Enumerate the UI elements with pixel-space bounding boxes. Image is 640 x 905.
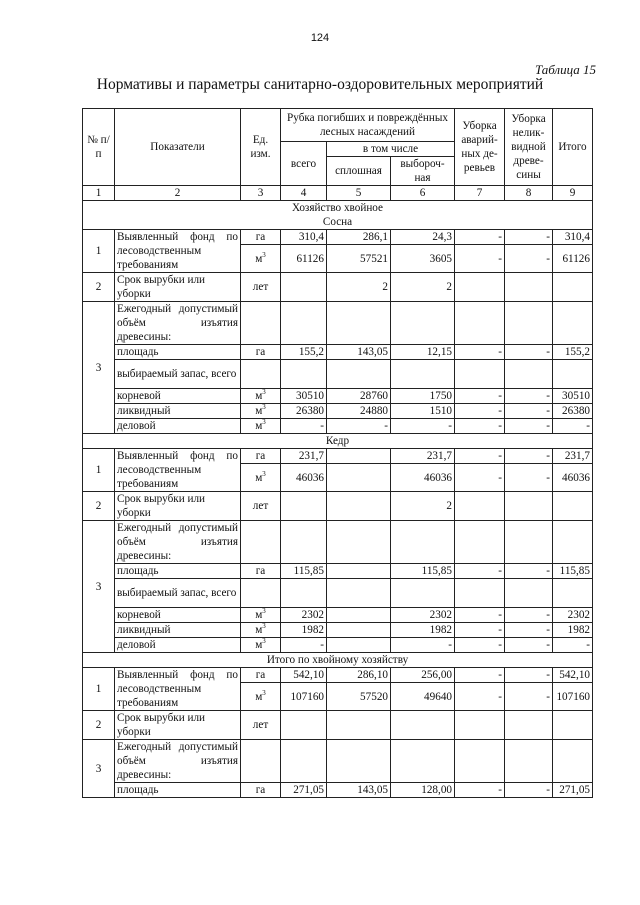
table-label: Таблица 15 [534,62,596,77]
value-cell: 2302 [391,608,455,623]
label-allowed-volume: Ежегодный допустимый объём изъятия древесины: [115,740,241,783]
label-area: площадь [115,564,241,579]
value-cell [327,623,391,638]
value-cell [281,492,327,521]
table-title: Нормативы и параметры санитарно-оздоровительных мероприятий [96,76,544,93]
value-cell: 310,4 [281,230,327,245]
value-cell: - [505,230,553,245]
value-cell: - [455,638,505,653]
label-term: Срок вырубки или уборки [115,711,241,740]
value-cell: 24880 [327,404,391,419]
row-number: 3 [83,740,115,798]
value-cell [455,492,505,521]
value-cell: 155,2 [553,345,593,360]
section-row [83,434,593,449]
value-cell: 1510 [391,404,455,419]
value-cell: 57521 [327,245,391,273]
value-cell: 542,10 [281,668,327,683]
value-cell: 1982 [281,623,327,638]
table-row [83,638,593,653]
unit-cell: $м^3$ [241,389,281,404]
value-cell: 286,1 [327,230,391,245]
table-row [83,302,593,345]
unit-cell: $м^3$ [241,638,281,653]
value-cell: 2 [327,273,391,302]
section-row [83,201,593,230]
label-allowed-volume: Ежегодный допустимый объём изъятия древесины: [115,302,241,345]
label-root: корневой [115,608,241,623]
column-number: 9 [553,186,593,201]
column-number: 8 [505,186,553,201]
unit-cell: га [241,564,281,579]
label-allowed-volume: Ежегодный допустимый объём изъятия древесины: [115,521,241,564]
value-cell: - [455,608,505,623]
value-cell [505,273,553,302]
value-cell: 46036 [553,464,593,492]
value-cell: 12,15 [391,345,455,360]
page-number: 124 [310,32,330,44]
value-cell: - [391,419,455,434]
row-number: 2 [83,492,115,521]
column-number: 3 [241,186,281,201]
table-row [83,579,593,608]
value-cell: - [505,389,553,404]
label-area: площадь [115,345,241,360]
value-cell [553,273,593,302]
unit-cell: $м^3$ [241,404,281,419]
row-number: 2 [83,273,115,302]
value-cell: 61126 [553,245,593,273]
header-total: Итого [553,109,593,186]
header-including: в том числе [327,142,455,157]
table-row [83,273,593,302]
label-business: деловой [115,419,241,434]
value-cell: 128,00 [391,783,455,798]
value-cell: - [455,419,505,434]
row-number: 1 [83,230,115,273]
column-number: 1 [83,186,115,201]
header-felling: Рубка погибших и повреждённых лесных насаждений [281,109,455,142]
table-row [83,419,593,434]
value-cell [327,464,391,492]
label-liquid: ликвидный [115,623,241,638]
value-cell: 2302 [281,608,327,623]
norms-table [82,108,593,798]
value-cell: - [281,638,327,653]
column-number: 5 [327,186,391,201]
table-row [83,360,593,389]
table-row [83,740,593,783]
value-cell: - [505,668,553,683]
value-cell: - [505,638,553,653]
value-cell: 57520 [327,683,391,711]
value-cell [327,449,391,464]
value-cell: - [455,623,505,638]
value-cell: 155,2 [281,345,327,360]
table-row [83,521,593,564]
value-cell: 107160 [553,683,593,711]
value-cell: 231,7 [391,449,455,464]
value-cell: - [455,345,505,360]
label-term: Срок вырубки или уборки [115,492,241,521]
value-cell: 115,85 [391,564,455,579]
label-root: корневой [115,389,241,404]
value-cell: - [505,245,553,273]
value-cell: - [505,449,553,464]
value-cell: 49640 [391,683,455,711]
header-solid: сплошная [327,157,391,186]
value-cell: - [553,638,593,653]
label-found-fund: Выявленный фонд по лесоводственным требованиям [115,230,241,273]
label-found-fund: Выявленный фонд по лесоводственным требованиям [115,668,241,711]
section-total: Итого по хвойному хозяйству [83,653,593,668]
value-cell: - [505,345,553,360]
value-cell: 286,10 [327,668,391,683]
unit-cell: $м^3$ [241,419,281,434]
value-cell: - [455,230,505,245]
value-cell: 143,05 [327,345,391,360]
header-unit: Ед. изм. [241,109,281,186]
column-numbers-row [83,186,593,201]
value-cell [455,273,505,302]
value-cell: - [281,419,327,434]
value-cell: 107160 [281,683,327,711]
value-cell [505,492,553,521]
section-row [83,653,593,668]
value-cell: 1982 [553,623,593,638]
unit-cell: лет [241,273,281,302]
table-row [83,389,593,404]
value-cell: 115,85 [553,564,593,579]
value-cell: - [455,783,505,798]
table-row [83,404,593,419]
unit-cell: $м^3$ [241,464,281,492]
unit-cell: га [241,449,281,464]
value-cell: 24,3 [391,230,455,245]
value-cell: 231,7 [281,449,327,464]
table-row [83,623,593,638]
value-cell: - [455,668,505,683]
value-cell [281,273,327,302]
table-row [83,668,593,683]
value-cell [327,564,391,579]
label-term: Срок вырубки или уборки [115,273,241,302]
table-row [83,711,593,740]
value-cell: 3605 [391,245,455,273]
unit-cell: га [241,345,281,360]
value-cell: 61126 [281,245,327,273]
value-cell: - [455,464,505,492]
label-business: деловой [115,638,241,653]
unit-cell: $м^3$ [241,623,281,638]
table-row [83,230,593,245]
value-cell: - [391,638,455,653]
value-cell: 1750 [391,389,455,404]
value-cell: - [505,419,553,434]
row-number: 1 [83,668,115,711]
section-cedar: Кедр [83,434,593,449]
label-stock: выбираемый запас, всего [115,360,241,389]
value-cell: 26380 [281,404,327,419]
value-cell: - [455,564,505,579]
value-cell: - [455,683,505,711]
value-cell [327,608,391,623]
unit-cell: лет [241,711,281,740]
value-cell: - [505,783,553,798]
label-liquid: ликвидный [115,404,241,419]
label-stock: выбираемый запас, всего [115,579,241,608]
table-row [83,449,593,464]
row-number: 3 [83,302,115,434]
unit-cell: лет [241,492,281,521]
value-cell: 30510 [553,389,593,404]
value-cell: - [327,419,391,434]
value-cell: - [505,464,553,492]
column-number: 7 [455,186,505,201]
unit-cell: га [241,230,281,245]
row-number: 2 [83,711,115,740]
value-cell: 143,05 [327,783,391,798]
header-selective: выбороч-ная [391,157,455,186]
value-cell: - [455,404,505,419]
value-cell: 542,10 [553,668,593,683]
header-num: № п/п [83,109,115,186]
value-cell: 310,4 [553,230,593,245]
header-row [83,109,593,142]
header-indicators: Показатели [115,109,241,186]
value-cell [327,492,391,521]
table-row [83,608,593,623]
value-cell: 46036 [391,464,455,492]
row-number: 3 [83,521,115,653]
label-area: площадь [115,783,241,798]
value-cell: - [455,245,505,273]
unit-cell: га [241,783,281,798]
table-row [83,564,593,579]
value-cell: - [553,419,593,434]
value-cell: 115,85 [281,564,327,579]
value-cell: 30510 [281,389,327,404]
column-number: 6 [391,186,455,201]
value-cell: 256,00 [391,668,455,683]
value-cell [327,638,391,653]
value-cell: 231,7 [553,449,593,464]
value-cell: 46036 [281,464,327,492]
header-total-all: всего [281,142,327,186]
value-cell: - [505,564,553,579]
row-number: 1 [83,449,115,492]
header-emergency: Уборка аварий-ных де-ревьев [455,109,505,186]
value-cell: - [505,623,553,638]
value-cell: 2 [391,492,455,521]
unit-cell: $м^3$ [241,245,281,273]
value-cell: 26380 [553,404,593,419]
table-row [83,492,593,521]
value-cell: - [505,404,553,419]
table-row [83,783,593,798]
header-illiquid: Уборка нелик-видной древе-сины [505,109,553,186]
value-cell: 271,05 [281,783,327,798]
table-row [83,345,593,360]
column-number: 2 [115,186,241,201]
section-farm: Хозяйство хвойное Сосна [83,201,593,230]
value-cell: - [505,608,553,623]
value-cell: 2302 [553,608,593,623]
value-cell: - [455,449,505,464]
label-found-fund: Выявленный фонд по лесоводственным требованиям [115,449,241,492]
value-cell: 2 [391,273,455,302]
value-cell: 271,05 [553,783,593,798]
column-number: 4 [281,186,327,201]
value-cell: 28760 [327,389,391,404]
value-cell: 1982 [391,623,455,638]
unit-cell: га [241,668,281,683]
value-cell [553,492,593,521]
unit-cell: $м^3$ [241,608,281,623]
value-cell: - [455,389,505,404]
unit-cell: $м^3$ [241,683,281,711]
value-cell: - [505,683,553,711]
